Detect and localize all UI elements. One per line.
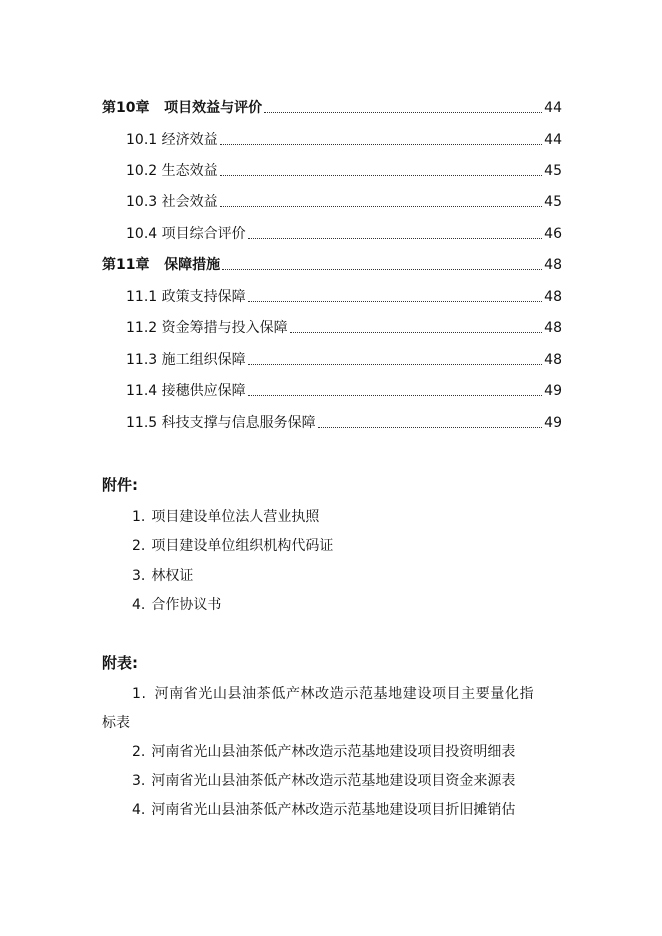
toc-entry-label: 第10章 项目效益与评价 <box>102 100 263 116</box>
attachments-heading: 附件: <box>102 476 138 494</box>
schedule-item: 2. 河南省光山县油茶低产林改造示范基地建设项目投资明细表 <box>132 744 516 760</box>
toc-section-11-2[interactable] <box>126 318 562 338</box>
schedules-heading: 附表: <box>102 654 138 672</box>
dot-leader <box>290 332 543 333</box>
toc-section-11-5[interactable] <box>126 413 562 433</box>
toc-page-number: 44 <box>544 132 562 148</box>
dot-leader <box>220 175 543 176</box>
dot-leader <box>248 301 543 302</box>
dot-leader <box>248 395 543 396</box>
attachment-item: 2. 项目建设单位组织机构代码证 <box>132 538 334 554</box>
dot-leader <box>220 206 543 207</box>
toc-entry-label: 11.5 科技支撑与信息服务保障 <box>126 415 316 431</box>
toc-page-number: 48 <box>544 320 562 336</box>
toc-chapter-11[interactable] <box>102 255 562 275</box>
toc-page-number: 45 <box>544 163 562 179</box>
toc-entry-label: 第11章 保障措施 <box>102 257 221 273</box>
toc-section-10-2[interactable] <box>126 161 562 181</box>
toc-entry-label: 10.2 生态效益 <box>126 163 218 179</box>
toc-page-number: 49 <box>544 415 562 431</box>
toc-page-number: 49 <box>544 383 562 399</box>
dot-leader <box>248 238 543 239</box>
schedule-item: 4. 河南省光山县油茶低产林改造示范基地建设项目折旧摊销估 <box>132 802 516 818</box>
toc-page-number: 48 <box>544 289 562 305</box>
dot-leader <box>222 269 542 270</box>
toc-section-11-4[interactable] <box>126 381 562 401</box>
toc-entry-label: 11.2 资金筹措与投入保障 <box>126 320 288 336</box>
toc-section-11-1[interactable] <box>126 287 562 307</box>
dot-leader <box>220 144 543 145</box>
dot-leader <box>318 427 543 428</box>
toc-section-10-1[interactable] <box>126 130 562 150</box>
dot-leader <box>264 112 542 113</box>
attachment-item: 4. 合作协议书 <box>132 597 222 613</box>
toc-entry-label: 11.4 接穗供应保障 <box>126 383 246 399</box>
toc-page-number: 48 <box>544 257 562 273</box>
toc-entry-label: 10.1 经济效益 <box>126 132 218 148</box>
toc-chapter-10[interactable] <box>102 98 562 118</box>
toc-section-10-3[interactable] <box>126 192 562 212</box>
toc-page-number: 48 <box>544 352 562 368</box>
toc-entry-label: 10.3 社会效益 <box>126 194 218 210</box>
toc-entry-label: 11.3 施工组织保障 <box>126 352 246 368</box>
dot-leader <box>248 364 543 365</box>
toc-page-number: 46 <box>544 226 562 242</box>
toc-section-11-3[interactable] <box>126 350 562 370</box>
toc-page-number: 45 <box>544 194 562 210</box>
toc-entry-label: 11.1 政策支持保障 <box>126 289 246 305</box>
schedule-item: 1. 河南省光山县油茶低产林改造示范基地建设项目主要量化指 <box>132 686 535 702</box>
attachment-item: 3. 林权证 <box>132 568 194 584</box>
attachment-item: 1. 项目建设单位法人营业执照 <box>132 509 320 525</box>
toc-entry-label: 10.4 项目综合评价 <box>126 226 246 242</box>
toc-section-10-4[interactable] <box>126 224 562 244</box>
schedule-item: 3. 河南省光山县油茶低产林改造示范基地建设项目资金来源表 <box>132 773 516 789</box>
toc-page-number: 44 <box>544 100 562 116</box>
schedule-item-continuation: 标表 <box>102 715 130 731</box>
